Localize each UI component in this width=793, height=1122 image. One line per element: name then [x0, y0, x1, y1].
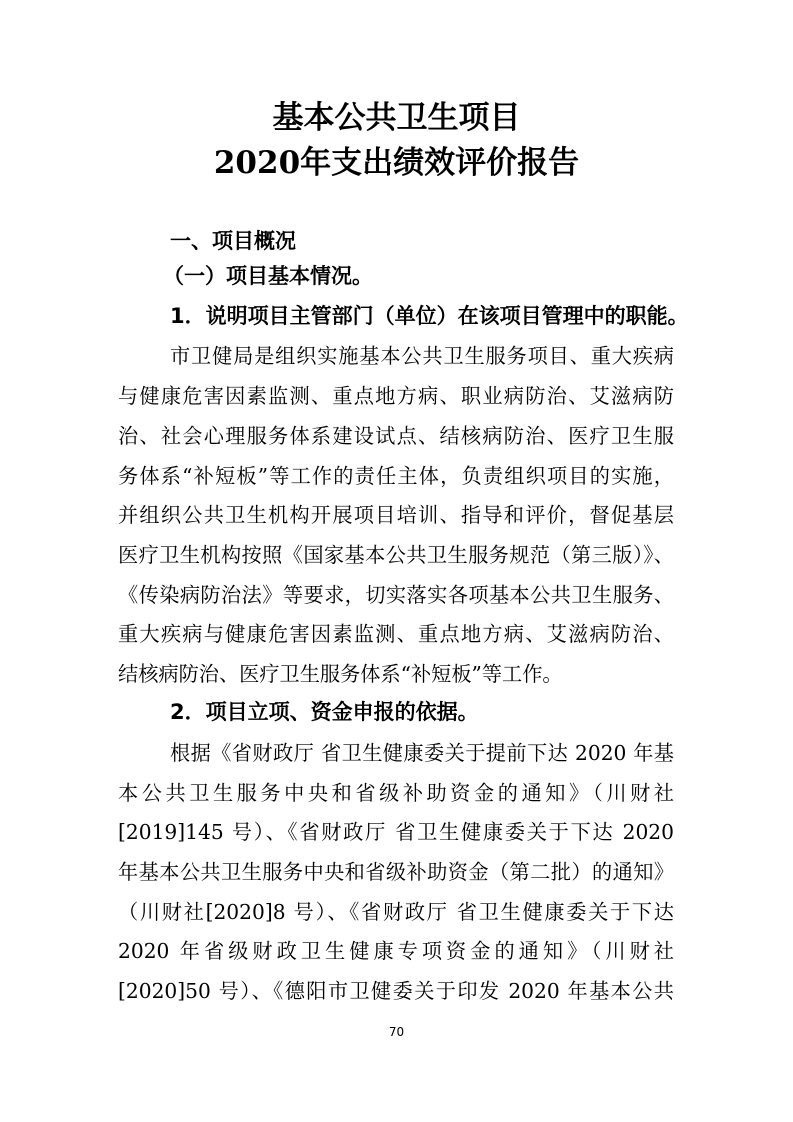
paragraph-line: 治、社会心理服务体系建设试点、结核病防治、医疗卫生服 [118, 424, 674, 448]
item-heading-funding-basis: 2．项目立项、资金申报的依据。 [170, 700, 479, 724]
paragraph-line: （川财社[2020]8 号）、《省财政厅 省卫生健康委关于下达 [118, 900, 674, 924]
paragraph-line: 市卫健局是组织实施基本公共卫生服务项目、重大疾病 [170, 344, 674, 368]
section-heading-project-overview: 一、项目概况 [170, 229, 296, 253]
paragraph-line: 《传染病防治法》等要求，切实落实各项基本公共卫生服务、 [118, 583, 674, 607]
paragraph-line: 并组织公共卫生机构开展项目培训、指导和评价，督促基层 [118, 503, 674, 527]
paragraph-line: 2020 年省级财政卫生健康专项资金的通知》（川财社 [118, 939, 674, 963]
report-title-line-2: 2020年支出绩效评价报告 [213, 145, 580, 181]
paragraph-line: [2020]50 号）、《德阳市卫健委关于印发 2020 年基本公共 [118, 979, 674, 1003]
subsection-heading-basic-info: （一）项目基本情况。 [163, 264, 373, 288]
paragraph-line: 与健康危害因素监测、重点地方病、职业病防治、艾滋病防 [118, 384, 674, 408]
paragraph-line: 务体系“补短板”等工作的责任主体，负责组织项目的实施， [118, 464, 674, 488]
paragraph-line: 医疗卫生机构按照《国家基本公共卫生服务规范（第三版）》、 [118, 543, 674, 567]
paragraph-line: 根据《省财政厅 省卫生健康委关于提前下达 2020 年基 [170, 741, 674, 765]
paragraph-line: 重大疾病与健康危害因素监测、重点地方病、艾滋病防治、 [118, 622, 674, 646]
paragraph-line: 结核病防治、医疗卫生服务体系“补短板”等工作。 [118, 662, 563, 686]
paragraph-line: [2019]145 号）、《省财政厅 省卫生健康委关于下达 2020 [118, 820, 674, 844]
report-title-line-1: 基本公共卫生项目 [272, 100, 521, 136]
paragraph-line: 年基本公共卫生服务中央和省级补助资金（第二批）的通知》 [118, 860, 674, 884]
item-heading-department-role: 1．说明项目主管部门（单位）在该项目管理中的职能。 [170, 304, 689, 328]
paragraph-line: 本公共卫生服务中央和省级补助资金的通知》（川财社 [118, 781, 674, 805]
page-number: 70 [388, 1025, 405, 1039]
